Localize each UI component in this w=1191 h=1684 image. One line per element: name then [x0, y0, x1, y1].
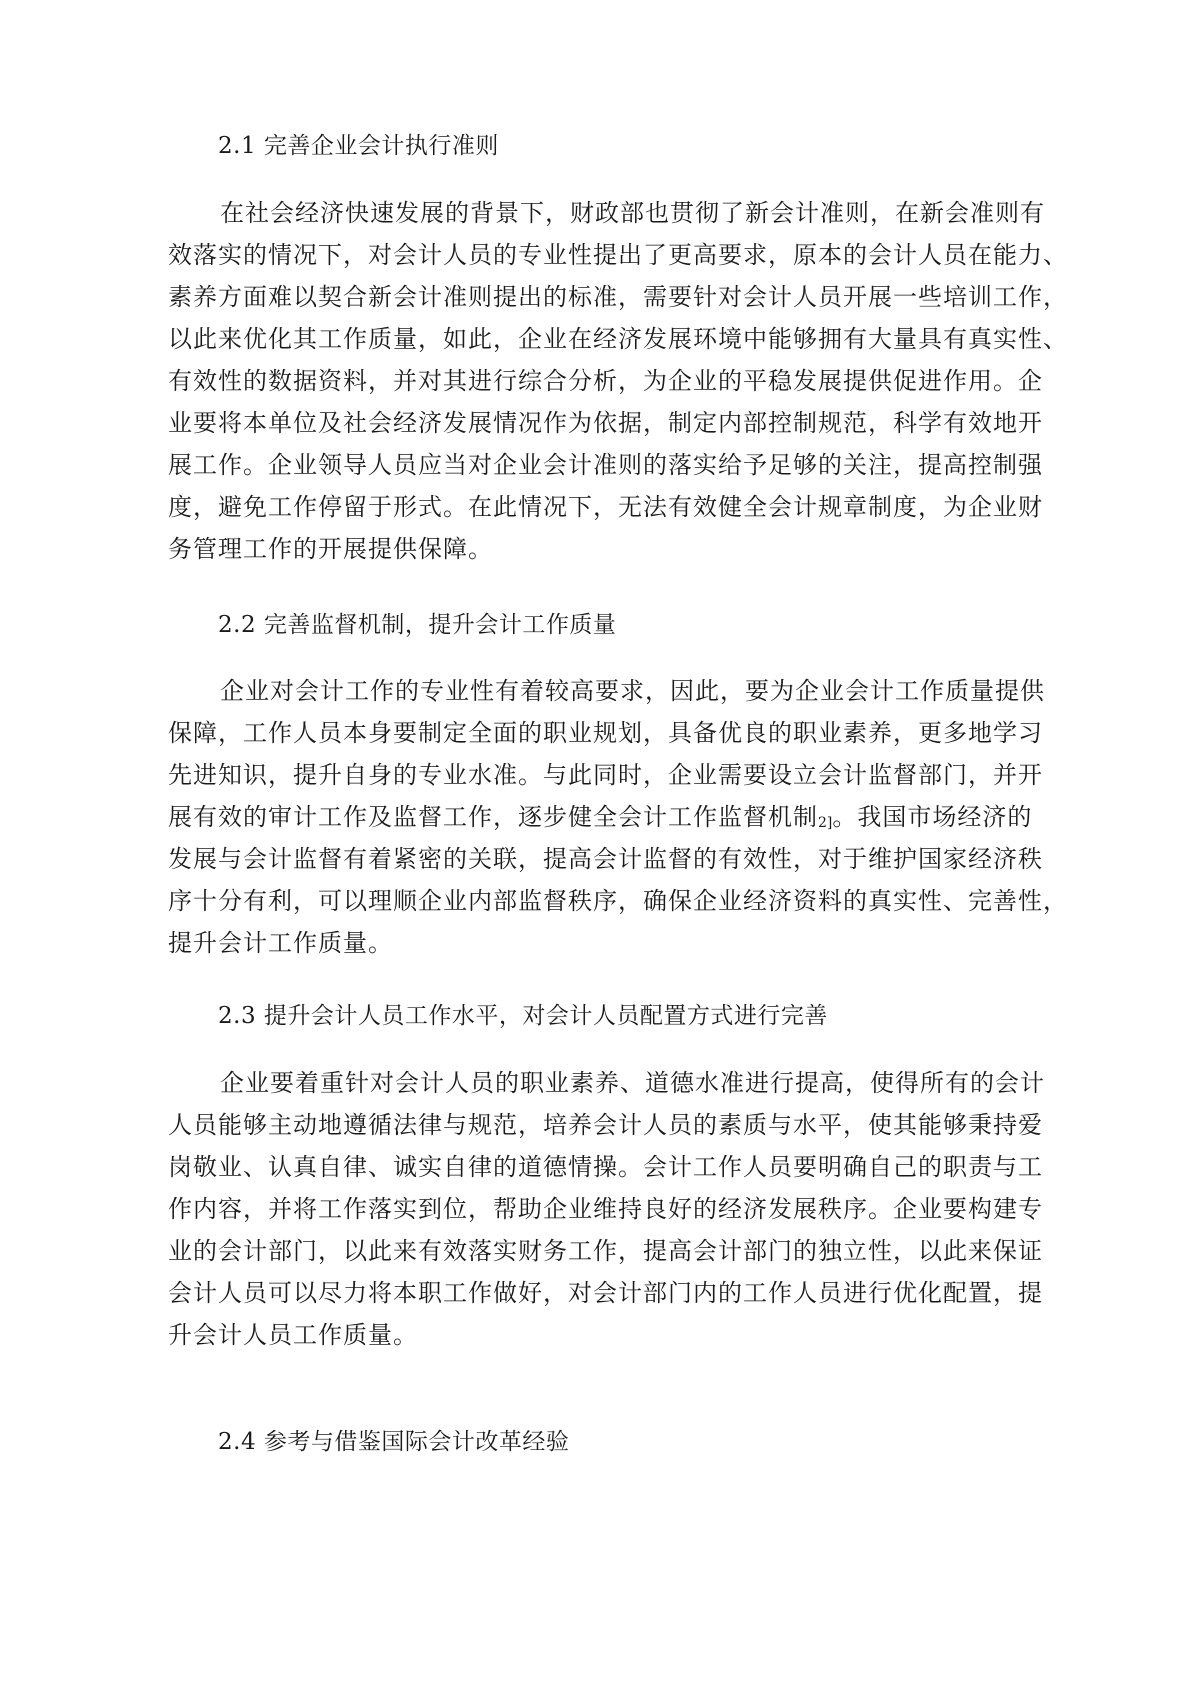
paragraph-line: 度，避免工作停留于形式。在此情况下，无法有效健全会计规章制度，为企业财 [168, 493, 1043, 521]
paragraph-line: 提升会计工作质量。 [168, 929, 393, 957]
paragraph-line: 展工作。企业领导人员应当对企业会计准则的落实给予足够的关注，提高控制强 [168, 451, 1043, 479]
paragraph-line: 先进知识，提升自身的专业水准。与此同时，企业需要设立会计监督部门，并开 [168, 761, 1043, 789]
paragraph-line: 业要将本单位及社会经济发展情况作为依据，制定内部控制规范，科学有效地开 [168, 409, 1043, 437]
section-paragraph-2-3 [168, 1062, 1045, 1356]
line-text: 展有效的审计工作及监督工作，逐步健全会计工作监督机制 [168, 803, 818, 831]
section-heading-2-3: 2.3 提升会计人员工作水平，对会计人员配置方式进行完善 [218, 1003, 828, 1029]
paragraph-line: 在社会经济快速发展的背景下，财政部也贯彻了新会计准则，在新会准则有 [220, 199, 1045, 227]
paragraph-line: 企业要着重针对会计人员的职业素养、道德水准进行提高，使得所有的会计 [220, 1069, 1045, 1097]
paragraph-line: 序十分有利，可以理顺企业内部监督秩序，确保企业经济资料的真实性、完善性， [168, 887, 1068, 915]
paragraph-line [168, 796, 1033, 838]
section-heading-2-1: 2.1 完善企业会计执行准则 [218, 133, 499, 159]
section-heading-2-4: 2.4 参考与借鉴国际会计改革经验 [218, 1429, 570, 1455]
paragraph-line: 有效性的数据资料，并对其进行综合分析，为企业的平稳发展提供促进作用。企 [168, 367, 1043, 395]
section-paragraph-2-2 [168, 670, 1068, 964]
section-paragraph-2-1 [168, 192, 1068, 570]
paragraph-line: 保障，工作人员本身要制定全面的职业规划，具备优良的职业素养，更多地学习 [168, 719, 1043, 747]
paragraph-line: 业的会计部门，以此来有效落实财务工作，提高会计部门的独立性，以此来保证 [168, 1237, 1043, 1265]
paragraph-line: 岗敬业、认真自律、诚实自律的道德情操。会计工作人员要明确自己的职责与工 [168, 1153, 1043, 1181]
paragraph-line: 效落实的情况下，对会计人员的专业性提出了更高要求，原本的会计人员在能力、 [168, 241, 1068, 269]
paragraph-line: 会计人员可以尽力将本职工作做好，对会计部门内的工作人员进行优化配置，提 [168, 1279, 1043, 1307]
paragraph-line: 以此来优化其工作质量，如此，企业在经济发展环境中能够拥有大量具有真实性、 [168, 325, 1068, 353]
line-text: 。我国市场经济的 [832, 803, 1033, 831]
paragraph-line: 发展与会计监督有着紧密的关联，提高会计监督的有效性，对于维护国家经济秩 [168, 845, 1043, 873]
paragraph-line: 务管理工作的开展提供保障。 [168, 535, 493, 563]
paragraph-line: 作内容，并将工作落实到位，帮助企业维持良好的经济发展秩序。企业要构建专 [168, 1195, 1043, 1223]
section-heading-2-2: 2.2 完善监督机制，提升会计工作质量 [218, 612, 617, 638]
paragraph-line: 升会计人员工作质量。 [168, 1321, 418, 1349]
citation-marker: 2] [818, 815, 833, 831]
paragraph-line: 人员能够主动地遵循法律与规范，培养会计人员的素质与水平，使其能够秉持爱 [168, 1111, 1043, 1139]
paragraph-line: 企业对会计工作的专业性有着较高要求，因此，要为企业会计工作质量提供 [220, 677, 1045, 705]
paragraph-line: 素养方面难以契合新会计准则提出的标准，需要针对会计人员开展一些培训工作， [168, 283, 1068, 311]
